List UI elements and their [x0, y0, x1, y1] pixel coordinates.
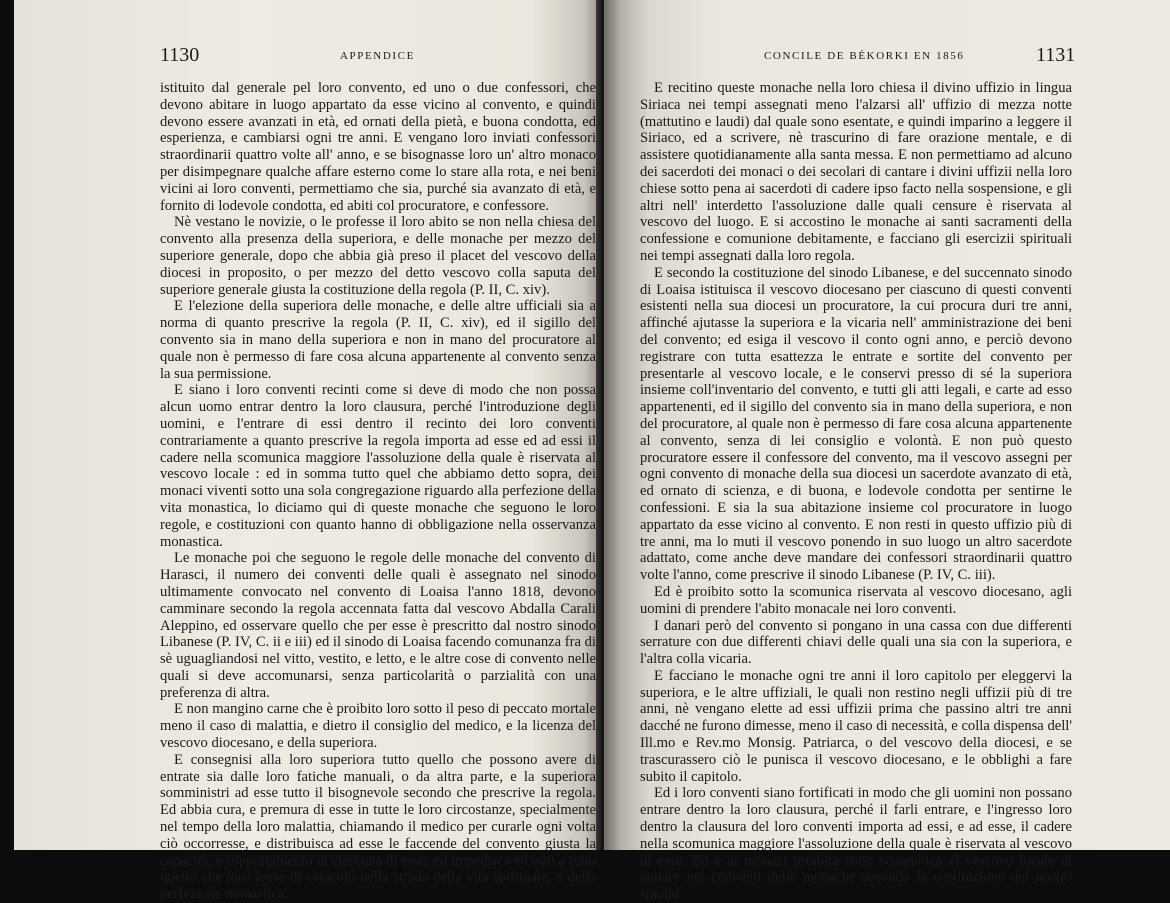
page-body — [640, 80, 1072, 903]
paragraph: E siano i loro conventi recinti come si deve di modo che non possa alcun uomo entrar dentro la loro clausura, perché l'introduzione degli uomini, e l'entrare di essi dentro il recinto dei loro conventi contrariamente a quanto prescrive la regola importa ad esse ed ad essi il cadere nella scomunica maggiore l'assoluzione della quale è riservata al vescovo locale : ed in somma tutto quel che abbiamo detto sopra, dei monaci viventi sotto una sola congregazione riguardo alla perfezione della vita monastica, lo diciamo qui di queste monache che seguono le loro regole, e costituzioni con quanto hanno di obbligazione nella osservanza monastica. — [160, 382, 596, 550]
page-number: 1130 — [160, 44, 200, 66]
paragraph: E non mangino carne che è proibito loro sotto il peso di peccato mortale meno il caso di malattia, e dietro il consiglio del medico, e la licenza del vescovo diocesano, e della superiora. — [160, 701, 596, 752]
paragraph: I danari però del convento si pongano in una cassa con due differenti serrature con due differenti chiavi delle quali una sia con la superiora, e l'altra colla vicaria. — [640, 617, 1072, 668]
paragraph: Ed i loro conventi siano fortificati in modo che gli uomini non possano entrare dentro la loro clausura, perché il farli entrare, e l'ingresso loro dentro la clausura del loro conventi importa ad essi, e ad esse, il cadere nella scomunica maggiore l'assoluzione della quale è riservata al vescovo di esse. Ed è ai monaci proibita sotto scomunica al vescovo locale di abitare nei conventi delle monache secondo la costituzione del nostro sinodo — [640, 785, 1072, 903]
page-number: 1131 — [1036, 44, 1076, 66]
paragraph: E secondo la costituzione del sinodo Libanese, e del succennato sinodo di Loaisa istituisca il vescovo diocesano per ciascuno di questi conventi esistenti nella sua diocesi un procuratore, la cui procura duri tre anni, affinché ajutasse la superiora e la vicaria nell' amministrazione dei beni del convento; ed esiga il vescovo il conto ogni anno, e perciò devono registrare con tutta esattezza le entrate e sortite del convento per presentarle al vescovo locale, e le conservi presso di sé la superiora insieme coll'inventario del convento, e tutti gli atti legali, e carte ad esso appartenenti, ed il sigillo del convento sia in mano della superiora, e non del procuratore, al quale non è permesso di fare cosa alcuna appartenente al convento, senza di lei consiglio e volontà. E non può questo procuratore essere il confessore del convento, ma il vescovo assegni per ogni convento di monache della sua diocesi un sacerdote avanzato di età, ed ornato di scienza, e di buona, e lodevole condotta per sentirne le confessioni. E sia la sua abitazione insieme col procuratore in luogo appartato da esse vicino al convento. E non resti in questo uffizio più di tre anni, ma lo muti il vescovo ponendo in suo luogo un altro sacerdote adattato, come anche deve mandare dei confessori straordinarii quattro volte l'anno, come prescrive il sinodo Libanese (P. IV, C. iii). — [640, 264, 1072, 584]
running-head: APPENDICE — [340, 50, 415, 62]
paragraph: E recitino queste monache nella loro chiesa il divino uffizio in lingua Siriaca nei tempi assegnati meno l'alzarsi all' uffizio di mezza notte (mattutino e laudi) dal quale sono esentate, e quindi imparino a leggere il Siriaco, ed a scrivere, nè trascurino di fare orazione mentale, e di assistere quotidianamente alla santa messa. E non permettiamo ad alcuno dei sacerdoti dei monaci o dei secolari di cantare i divini uffizii nella loro chiese sotto pena ai sacerdoti di cadere ipso facto nella sospensione, e gli altri nell' interdetto l'assoluzione dalle quali censure è riservata al vescovo del luogo. E si accostino le monache ai santi sacramenti della confessione e comunione debitamente, e facciano gli esercizii spirituali nei tempi assegnati dalla loro regola. — [640, 80, 1072, 264]
paragraph: E consegnisi alla loro superiora tutto quello che possono avere di entrate sia dalle loro fatiche manuali, o da altra parte, e la superiora somministri ad esse tutto il bisognevole secondo che prescrive la regola. Ed abbia cura, e premura di esse in tutte le loro circostanze, specialmente nel tempo della loro malattia, chiamando il medico per curarle ogni volta ciò occorresse, e distribuisca ad esse le faccende del convento giusta la capacità, e sopportamento di ciascuna di esse, ed impedisca ed ovii a tutto quello che loro fosse di ostacolo nella strada della vita spirituale, e della perfezione monastica. — [160, 751, 596, 903]
paragraph: E l'elezione della superiora delle monache, e delle altre ufficiali sia a norma di quanto prescrive la regola (P. II, C. xiv), ed il sigillo del convento sia in mano della superiora e non in mano del procuratore al quale non è permesso di fare cosa alcuna appartenente al convento senza la sua permissione. — [160, 298, 596, 382]
paragraph: Nè vestano le novizie, o le professe il loro abito se non nella chiesa del convento alla presenza della superiora, e delle monache per mezzo del superiore generale, dopo che abbia già preso il placet del vescovo della diocesi in proposito, o per mezzo del detto vescovo colla saputa del superiore generale giusta la costituzione della regola (P. II, C. xiv). — [160, 214, 596, 298]
paragraph: Ed è proibito sotto la scomunica riservata al vescovo diocesano, agli uomini di prendere l'abito monacale nei loro conventi. — [640, 583, 1072, 617]
page-body — [160, 80, 596, 903]
left-page — [14, 0, 602, 903]
right-page — [604, 0, 1170, 903]
running-head: CONCILE DE BÉKORKI EN 1856 — [764, 50, 965, 62]
paragraph: E facciano le monache ogni tre anni il loro capitolo per eleggervi la superiora, e le altre uffiziali, le quali non restino negli uffizii più di tre anni, nè vengano elette ad essi uffizii prima che passino altri tre anni dacché ne furono dimesse, meno il caso di necessità, e colla dispensa dell' Ill.mo e Rev.mo Monsig. Patriarca, o del vescovo della diocesi, e se trascurassero ciò le punisca il vescovo diocesano, e le obblighi a fare subito il capitolo. — [640, 667, 1072, 785]
paragraph: istituito dal generale pel loro convento, ed uno o due confessori, che devono abitare in luogo appartato da esse vicino al convento, e quindi devono essere avanzati in età, ed ornati della pietà, e buona condotta, ed esperienza, e cambiarsi ogni tre anni. E vengano loro inviati confessori straordinarii quattro volte all' anno, e se bisognasse loro un' altro monaco per disimpegnare qualche affare esterno come lo stare alla rota, e nei beni vicini ai loro conventi, permettiamo che sia, purché sia avanzato di età, e fornito di lodevole condotta, ed abiti col procuratore, e confessore. — [160, 80, 596, 214]
paragraph: Le monache poi che seguono le regole delle monache del convento di Harasci, il numero dei conventi delle quali è assegnato nel sinodo ultimamente convocato nel convento di Loaisa l'anno 1818, devono camminare secondo la regola accennata fatta dal vescovo Abdalla Carali Aleppino, ed osservare quello che per esse è prescritto dal nostro sinodo Libanese (P. IV, C. ii e iii) ed il sinodo di Loaisa facendo comunanza fra di sè uguagliandosi nel vitto, vestito, e letto, e le altre cose di convento nelle quali si deve accomunarsi, senza particolarità o parzialità con una preferenza di altra. — [160, 550, 596, 701]
